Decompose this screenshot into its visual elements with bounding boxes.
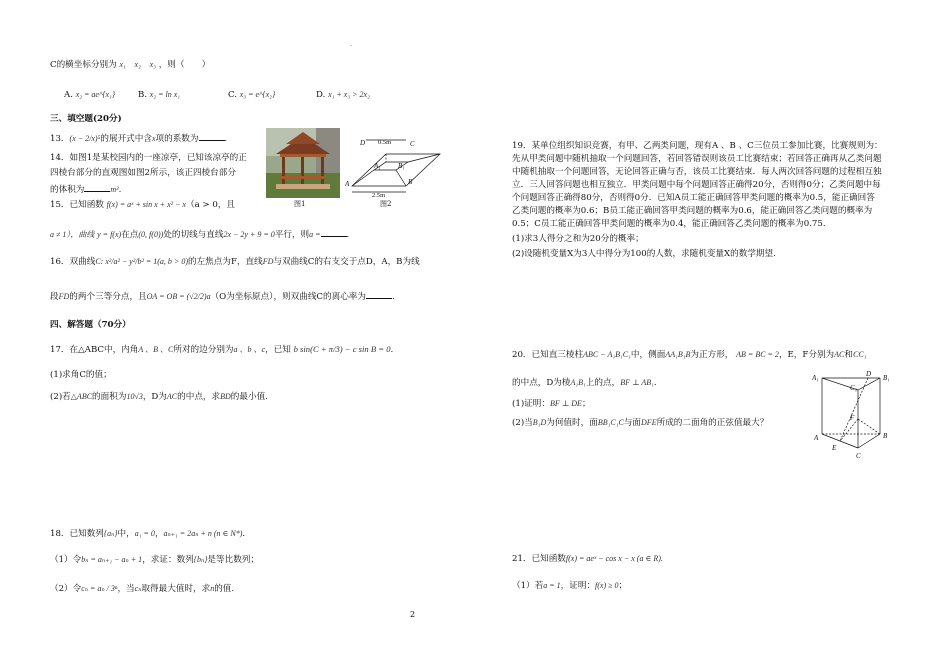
q19-part2: (2)设随机变量X为3人中得分为100的人数，求随机变量X的数学期望. (512, 249, 776, 259)
q14-line2: 四棱台部分的直观图如图2所示，该正四棱台部分 (50, 168, 236, 178)
section-answer-heading: 四、解答题（70分） (50, 320, 131, 330)
svg-text:A₁: A₁ (812, 374, 819, 382)
svg-text:D: D (866, 370, 872, 378)
q18-part1: （1）令bₙ = aₙ₊₁ − aₙ + 1，求证：数列{bₙ}是等比数列； (50, 555, 259, 565)
svg-text:C₁: C₁ (850, 384, 858, 392)
q12-text-end: ，则（ ） (158, 60, 211, 70)
svg-text:B: B (408, 178, 413, 186)
q12-option-b: B. x₂ = ln x₁ (138, 90, 181, 100)
svg-text:C: C (856, 452, 861, 460)
q19-line4: 立．三人回答问题也相互独立．甲类问题中每个问题回答正确得20分，否则得0分；乙类问题中每 (512, 180, 881, 190)
q15-line2: a ≠ 1），曲线 y = f(x)在点(0, f(0))处的切线与直线2x − 2y + 9 = 0平行，则a = . (50, 230, 350, 240)
figure2-caption: 图2 (380, 200, 392, 208)
math-x2: x₂ (134, 60, 141, 69)
q17-line1: 17．在△ABC中，内角A 、B 、C所对的边分别为a 、b 、c，已知 b sin(C + π/3) − c sin B = 0. (50, 344, 394, 355)
svg-text:C: C (410, 140, 415, 148)
svg-text:E: E (832, 444, 837, 452)
q13: 13．(x − 2/x)⁵的展开式中含x项的系数为 . (50, 134, 228, 144)
pavilion-photo (266, 128, 340, 198)
q18-part2: （2）令cₙ = aₙ / 3ⁿ，当cₙ取得最大值时，求n的值. (50, 584, 235, 594)
math-x1: x₁ (119, 60, 126, 69)
answer-blank (199, 132, 225, 141)
frustum-diagram (344, 134, 448, 198)
svg-text:A: A (345, 180, 350, 188)
q14-line1: 14．如图1是某校园内的一座凉亭，已知该凉亭的正 (50, 153, 247, 163)
q21-part1: （1）若a = 1，证明：f(x) ≥ 0； (512, 581, 628, 591)
q20-line1: 20．已知直三棱柱ABC − A₁B₁C₁中，侧面AA₁B₁B为正方形， AB = BC = 2，E，F分别为AC和CC₁ (512, 350, 867, 360)
q20-part2: (2)当B₁D为何值时，面BB₁C₁C与面DFE所成的二面角的正弦值最大？ (512, 418, 769, 428)
q19-line6: 乙类问题的概率为0.6；B员工能正确回答甲类问题的概率为0.6，能正确回答乙类问题的概率为 (512, 206, 873, 216)
q19-line1: 19．某单位组织知识竞赛，有甲、乙两类问题，现有A 、B 、C三位员工参加比赛，比赛规则为： (512, 141, 883, 151)
label-bottom-length: 2.5m (372, 192, 386, 198)
svg-text:B₁: B₁ (883, 374, 890, 382)
q19-line3: 中随机抽取一个问题回答，无论回答正确与否，该员工比赛结束．每人两次回答问题的过程相互独 (512, 167, 882, 177)
q12-line1 (50, 60, 210, 71)
figure1-caption: 图1 (294, 200, 306, 208)
q20-line2: 的中点，D为棱A₁B₁上的点，BF ⊥ AB₁. (512, 378, 657, 388)
svg-text:D: D (360, 139, 366, 147)
q20-part1: (1)证明：BF ⊥ DE； (512, 399, 591, 409)
q19-line2: 先从甲类问题中随机抽取一个问题回答，若回答错误则该员工比赛结束；若回答正确再从乙类问题 (512, 154, 882, 164)
q15-line1: 15．已知函数 f(x) = aˣ + sin x + x² − x（a > 0，且 (50, 200, 236, 210)
svg-text:A: A (814, 434, 819, 442)
svg-text:B: B (883, 432, 888, 440)
prism-diagram (812, 368, 898, 462)
q17-part1: (1)求角C的值； (50, 370, 112, 380)
q19-line5: 个问题回答正确得80分，否则得0分．已知A员工能正确回答甲类问题的概率为0.5，能正确回答 (512, 193, 875, 203)
q17-part2: (2)若△ABC的面积为10√3，D为AC的中点，求BD的最小值. (50, 392, 268, 402)
section-fill-in-heading: 三、填空题(20分) (50, 114, 122, 124)
q21-line1: 21．已知函数f(x) = aeˣ − cos x − x (a ∈ R). (512, 554, 663, 564)
page-number: 2 (410, 610, 416, 619)
q16-line1: 16．双曲线C: x²/a² − y²/b² = 1(a, b > 0)的左焦点为F，直线FD与双曲线C的右支交于点D，A，B为线 (50, 257, 420, 267)
q19-line7: 0.5；C员工能正确回答甲类问题的概率为0.4，能正确回答乙类问题的概率为0.75． (512, 219, 832, 229)
svg-text:B₁: B₁ (398, 162, 405, 170)
svg-text:F: F (850, 414, 855, 422)
q12-option-a: A. x₂ = ae^{x₁} (64, 90, 116, 100)
q12-option-d: D. x₁ + x₃ > 2x₂ (316, 90, 370, 100)
label-top-length: 0.5m (378, 139, 392, 146)
header-mark: . (350, 40, 353, 48)
q14-line3: 的体积为 m³. (50, 185, 122, 195)
q19-part1: (1)求3人得分之和为20分的概率； (512, 234, 644, 244)
q12-text: C的横坐标分别为 (50, 60, 117, 70)
math-x3: x₃ (149, 60, 156, 69)
q12-option-c: C. x₃ = e^{x₂} (228, 90, 276, 100)
svg-text:A₁: A₁ (374, 162, 381, 170)
q18-line1: 18．已知数列{aₙ}中，a₁ = 0，aₙ₊₁ = 2aₙ + n (n ∈ N*). (50, 529, 246, 539)
q16-line2: 段FD的两个三等分点，且OA = OB = (√2/2)a（O为坐标原点），则双曲线C的离心率为 . (50, 292, 395, 302)
